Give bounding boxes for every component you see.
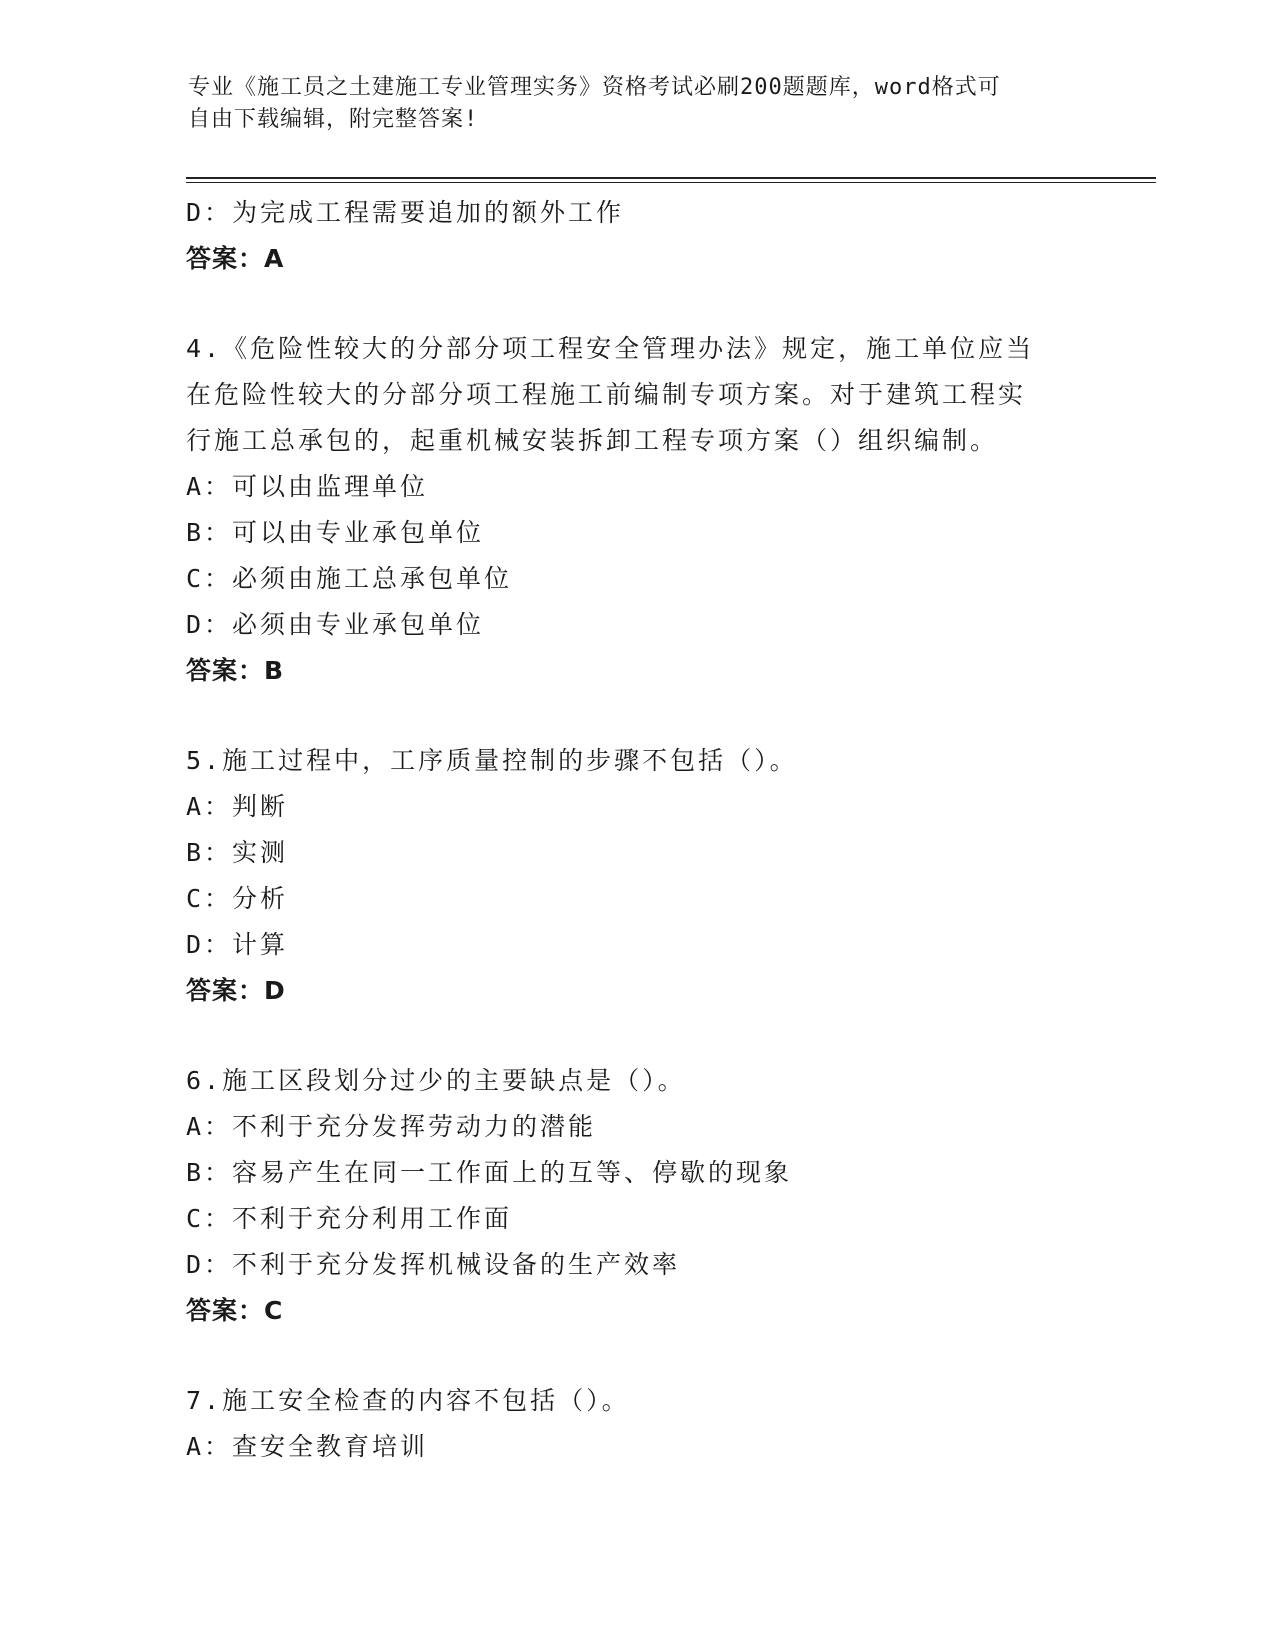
spacer (186, 1014, 1086, 1058)
spacer (186, 282, 1086, 326)
question-7 (186, 1378, 1086, 1470)
question-5 (186, 738, 1086, 1014)
document-header (188, 72, 1088, 136)
answer-label: 答案：D (186, 976, 286, 1005)
stem-line: 7.施工安全检查的内容不包括（）。 (186, 1386, 630, 1415)
stem-line: 行施工总承包的，起重机械安装拆卸工程专项方案（）组织编制。 (186, 426, 999, 455)
option-d: D：必须由专业承包单位 (186, 610, 485, 639)
header-line-1: 专业《施工员之土建施工专业管理实务》资格考试必刷200题题库，word格式可 (188, 75, 1001, 100)
option-a: A：不利于充分发挥劳动力的潜能 (186, 1112, 597, 1141)
answer-label: 答案：A (186, 244, 285, 273)
stem-line: 4.《危险性较大的分部分项工程安全管理办法》规定，施工单位应当 (186, 334, 1035, 363)
stem-line: 5.施工过程中，工序质量控制的步骤不包括（）。 (186, 746, 798, 775)
question-stem (186, 1378, 1086, 1424)
question-stem (186, 326, 1086, 464)
question-stem (186, 1058, 1086, 1104)
question-list (186, 190, 1086, 1470)
question-stem (186, 738, 1086, 784)
question-6 (186, 1058, 1086, 1334)
option-d: D：计算 (186, 930, 289, 959)
previous-question-tail (186, 190, 1086, 282)
spacer (186, 694, 1086, 738)
stem-line: 6.施工区段划分过少的主要缺点是（）。 (186, 1066, 686, 1095)
header-divider-thick (186, 177, 1156, 179)
answer-label: 答案：B (186, 656, 285, 685)
option-c: C：分析 (186, 884, 289, 913)
option-a: A：可以由监理单位 (186, 472, 429, 501)
answer-label: 答案：C (186, 1296, 284, 1325)
question-4 (186, 326, 1086, 694)
option-c: C：必须由施工总承包单位 (186, 564, 513, 593)
option-d: D：不利于充分发挥机械设备的生产效率 (186, 1250, 681, 1279)
header-divider-thin (186, 182, 1156, 183)
option-b: B：实测 (186, 838, 289, 867)
option-a: A：判断 (186, 792, 289, 821)
option-a: A：查安全教育培训 (186, 1432, 429, 1461)
option-b: B：可以由专业承包单位 (186, 518, 485, 547)
spacer (186, 1334, 1086, 1378)
option-b: B：容易产生在同一工作面上的互等、停歇的现象 (186, 1158, 793, 1187)
option-d: D：为完成工程需要追加的额外工作 (186, 198, 625, 227)
option-c: C：不利于充分利用工作面 (186, 1204, 513, 1233)
header-line-2: 自由下载编辑，附完整答案! (188, 107, 479, 132)
stem-line: 在危险性较大的分部分项工程施工前编制专项方案。对于建筑工程实 (186, 380, 1027, 409)
